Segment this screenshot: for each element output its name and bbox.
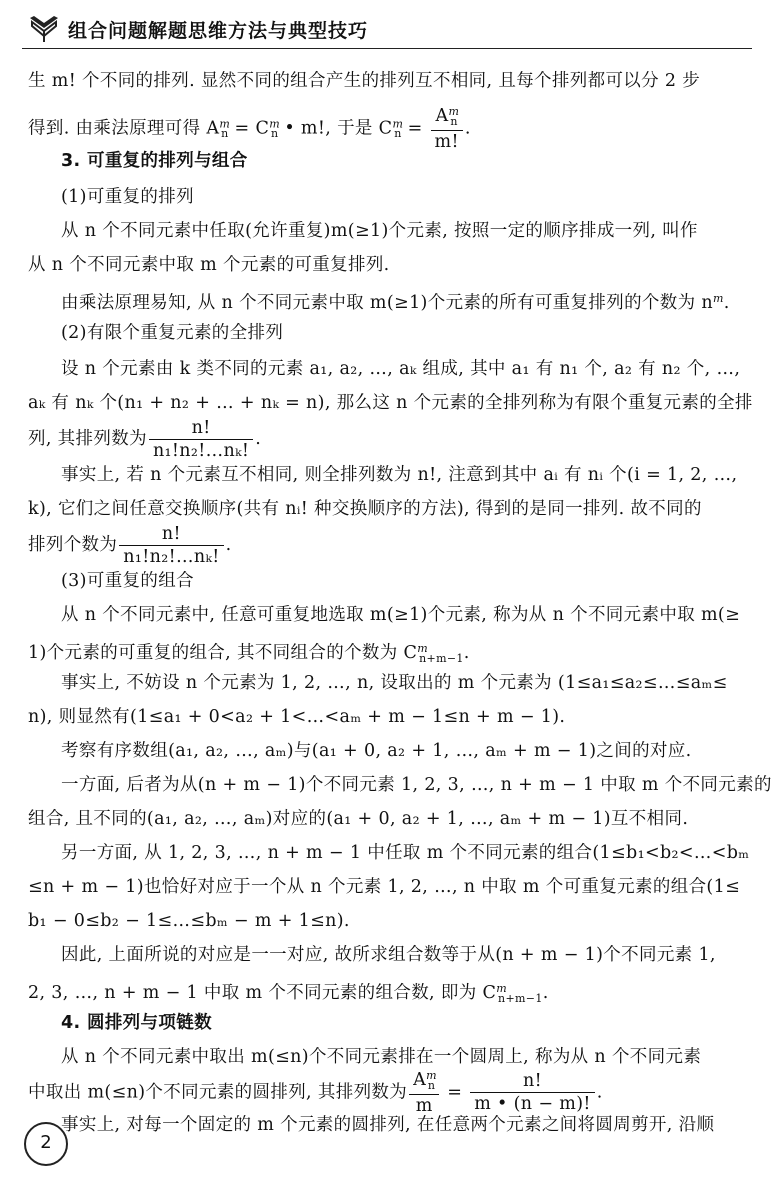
text-line: b₁ − 0≤b₂ − 1≤…≤bₘ − m + 1≤n).: [28, 911, 350, 931]
fraction-denominator: n₁!n₂!…nₖ!: [152, 441, 250, 462]
text-line: n), 则显然有(1≤a₁ + 0<a₂ + 1<…<aₘ + m − 1≤n + m − 1).: [28, 707, 566, 727]
subscript: n: [450, 115, 458, 128]
text-line: 考察有序数组(a₁, a₂, …, aₘ)与(a₁ + 0, a₂ + 1, …, aₘ + m − 1)之间的对应.: [61, 741, 692, 761]
fraction: [470, 1071, 595, 1114]
text-segment: .: [596, 1082, 603, 1103]
text-line: 从 n 个不同元素中取出 m(≤n)个不同元素排在一个圆周上, 称为从 n 个不同元素: [61, 1047, 702, 1067]
text-segment: =: [441, 1082, 469, 1103]
text-line: 事实上, 不妨设 n 个元素为 1, 2, …, n, 设取出的 m 个元素为 (1≤a₁≤a₂≤…≤aₘ≤: [61, 673, 728, 693]
text-segment: 得到. 由乘法原理可得 A: [28, 118, 220, 139]
fraction-numerator: [431, 106, 463, 131]
fraction-numerator: n!: [470, 1071, 595, 1093]
text-line: 从 n 个不同元素中, 任意可重复地选取 m(≥1)个元素, 称为从 n 个不同元素中取 m(≥: [61, 605, 741, 625]
text-line: [28, 1070, 603, 1116]
superscript: m: [448, 105, 460, 118]
superscript: m: [426, 1069, 437, 1082]
text-segment: 排列个数为: [28, 535, 118, 556]
superscript: m: [269, 117, 280, 131]
subscript: n+m−1: [419, 652, 464, 665]
fraction-denominator: m • (n − m)!: [474, 1094, 591, 1115]
text-line: 另一方面, 从 1, 2, 3, …, n + m − 1 中任取 m 个不同元素的组合(1≤b₁<b₂<…<bₘ: [61, 843, 750, 863]
fraction: [119, 524, 223, 567]
running-header: [22, 12, 752, 48]
text-line: 从 n 个不同元素中取 m 个元素的可重复排列.: [28, 255, 390, 275]
subscript: n: [270, 127, 279, 141]
fraction: [149, 418, 253, 461]
superscript: m: [417, 642, 429, 655]
text-line: 由乘法原理易知, 从 n 个不同元素中取 m(≥1)个元素的所有可重复排列的个数为 $n^m$.: [61, 292, 730, 313]
text-line: ≤n + m − 1)也恰好对应于一个从 n 个元素 1, 2, …, n 中取 m 个可重复元素的组合(1≤: [28, 877, 741, 897]
header-rule: [22, 48, 752, 49]
text-segment: 2, 3, …, n + m − 1 中取 m 个不同元素的组合数, 即为 C: [28, 983, 497, 1003]
text-line: [28, 978, 549, 1010]
subsection-heading: (3)可重复的组合: [61, 571, 194, 591]
text-line: 从 n 个不同元素中任取(允许重复)m(≥1)个元素, 按照一定的顺序排成一列, 叫作: [61, 221, 698, 241]
section-heading: 4. 圆排列与项链数: [61, 1013, 212, 1033]
text-line: 事实上, 若 n 个元素互不相同, 则全排列数为 n!, 注意到其中 aᵢ 有 nᵢ 个(i = 1, 2, …,: [61, 465, 738, 485]
text-line: 设 n 个元素由 k 类不同的元素 a₁, a₂, …, aₖ 组成, 其中 a₁ 有 n₁ 个, a₂ 有 n₂ 个, …,: [61, 359, 741, 379]
text-line: aₖ 有 nₖ 个(n₁ + n₂ + … + nₖ = n), 那么这 n 个元素的全排列称为有限个重复元素的全排: [28, 393, 753, 413]
text-segment: =: [401, 118, 429, 139]
subsection-heading: (1)可重复的排列: [61, 187, 194, 207]
text-segment: 1)个元素的可重复的组合, 其不同组合的个数为 C: [28, 643, 418, 663]
subsection-heading: (2)有限个重复元素的全排列: [61, 323, 284, 343]
text-segment: .: [542, 983, 549, 1003]
fraction: [409, 1070, 439, 1116]
text-line: [28, 524, 232, 567]
text-line: 得到. 由乘法原理可得 $A^m_n = C^m_n$ • m!, 于是 $C^m_n$ = $\frac{A^m_n}{m!}$ .: [28, 105, 471, 152]
book-logo-icon: [28, 14, 60, 44]
text-segment: = C: [228, 118, 270, 139]
text-segment: .: [225, 535, 232, 556]
fraction-denominator: n₁!n₂!…nₖ!: [123, 547, 220, 568]
subscript: n: [221, 127, 229, 141]
numerator-text: A: [435, 106, 449, 126]
subscript: n+m−1: [498, 992, 543, 1005]
header-title: 组合问题解题思维方法与典型技巧: [68, 20, 369, 42]
superscript: m: [392, 117, 404, 131]
fraction-denominator: m: [415, 1095, 433, 1116]
text-segment: • m!, 于是 C: [278, 118, 393, 139]
superscript: m: [713, 292, 724, 305]
superscript: m: [496, 982, 508, 995]
fraction-numerator: n!: [149, 418, 253, 440]
text-line: 事实上, 对每一个固定的 m 个元素的圆排列, 在任意两个元素之间将圆周剪开, 沿顺: [61, 1115, 715, 1135]
text-segment: .: [463, 643, 470, 663]
text-line: 组合, 且不同的(a₁, a₂, …, aₘ)对应的(a₁ + 0, a₂ + 1, …, aₘ + m − 1)互不相同.: [28, 809, 689, 829]
subscript: n: [427, 1079, 436, 1092]
text-segment: 列, 其排列数为: [28, 429, 147, 450]
text-line: 因此, 上面所说的对应是一一对应, 故所求组合数等于从(n + m − 1)个不同元素 1,: [61, 945, 716, 965]
text-line: [28, 418, 261, 461]
page-number-badge: [24, 1122, 68, 1166]
text-segment: 中取出 m(≤n)个不同元素的圆排列, 其排列数为: [28, 1082, 408, 1103]
fraction-numerator: n!: [119, 524, 223, 546]
text-segment: 由乘法原理易知, 从 n 个不同元素中取 m(≥1)个元素的所有可重复排列的个数为 n: [61, 293, 714, 313]
text-line: 生 m! 个不同的排列. 显然不同的组合产生的排列互不相同, 且每个排列都可以分 2 步: [28, 71, 701, 91]
page-number: 2: [40, 1132, 52, 1153]
text-line: 一方面, 后者为从(n + m − 1)个不同元素 1, 2, 3, …, n + m − 1 中取 m 个不同元素的: [61, 775, 772, 795]
numerator-text: A: [413, 1070, 427, 1090]
fraction-numerator: [409, 1070, 439, 1095]
subscript: n: [394, 127, 402, 141]
fraction: [431, 106, 463, 152]
text-line: k), 它们之间任意交换顺序(共有 nᵢ! 种交换顺序的方法), 得到的是同一排列. 故不同的: [28, 499, 702, 519]
text-line: [28, 638, 470, 670]
text-segment: .: [255, 429, 262, 450]
fraction-denominator: m!: [434, 131, 459, 152]
superscript: m: [219, 117, 231, 131]
section-heading: 3. 可重复的排列与组合: [61, 151, 248, 171]
